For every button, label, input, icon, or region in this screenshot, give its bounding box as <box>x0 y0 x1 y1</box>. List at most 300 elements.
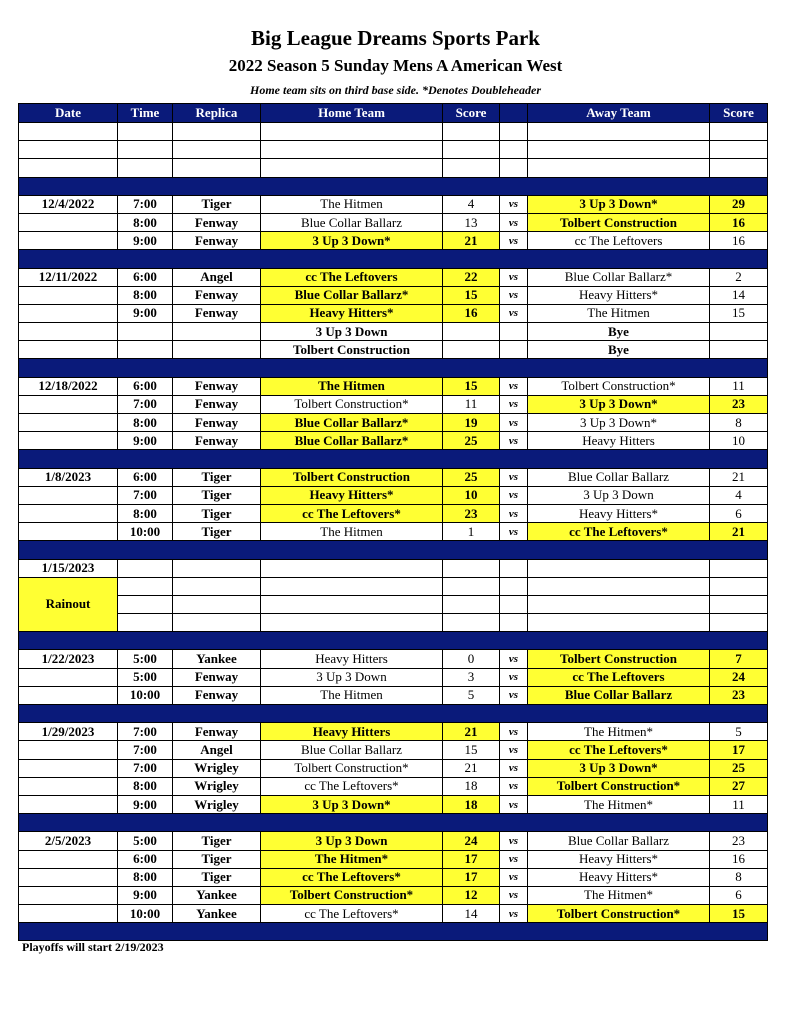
away-team-cell <box>528 141 710 159</box>
home-team-cell: The Hitmen <box>261 195 443 213</box>
home-team-cell: cc The Leftovers* <box>261 504 443 522</box>
home-score-cell <box>443 559 500 577</box>
time-cell <box>118 341 173 359</box>
separator-cell <box>19 359 768 377</box>
game-row <box>19 868 768 886</box>
date-cell <box>19 323 118 341</box>
vs-cell: vs <box>500 486 528 504</box>
home-team-cell: 3 Up 3 Down <box>261 832 443 850</box>
away-score-cell: 16 <box>710 213 768 231</box>
replica-cell: Tiger <box>173 195 261 213</box>
time-cell: 8:00 <box>118 286 173 304</box>
away-score-cell: 8 <box>710 414 768 432</box>
away-score-cell: 24 <box>710 668 768 686</box>
vs-cell <box>500 559 528 577</box>
home-team-cell: The Hitmen <box>261 377 443 395</box>
date-cell <box>19 141 118 159</box>
game-row <box>19 759 768 777</box>
away-score-cell: 21 <box>710 468 768 486</box>
game-row <box>19 414 768 432</box>
separator-cell <box>19 814 768 832</box>
game-row <box>19 905 768 923</box>
date-cell <box>19 486 118 504</box>
col-vs <box>500 104 528 123</box>
date-cell <box>19 123 118 141</box>
replica-cell: Fenway <box>173 414 261 432</box>
game-row <box>19 504 768 522</box>
week-separator-row <box>19 250 768 268</box>
col-away-score: Score <box>710 104 768 123</box>
home-score-cell <box>443 123 500 141</box>
date-cell <box>19 286 118 304</box>
col-time: Time <box>118 104 173 123</box>
replica-cell: Fenway <box>173 377 261 395</box>
time-cell: 10:00 <box>118 686 173 704</box>
date-cell <box>19 905 118 923</box>
date-cell: 1/22/2023 <box>19 650 118 668</box>
home-score-cell: 21 <box>443 759 500 777</box>
away-score-cell <box>710 123 768 141</box>
week-separator-row <box>19 177 768 195</box>
time-cell: 9:00 <box>118 304 173 322</box>
home-score-cell: 4 <box>443 195 500 213</box>
date-cell: 2/5/2023 <box>19 832 118 850</box>
away-team-cell: 3 Up 3 Down* <box>528 195 710 213</box>
game-row <box>19 686 768 704</box>
vs-cell: vs <box>500 850 528 868</box>
replica-cell: Fenway <box>173 432 261 450</box>
away-score-cell <box>710 341 768 359</box>
vs-cell: vs <box>500 268 528 286</box>
home-score-cell: 19 <box>443 414 500 432</box>
week-separator-row <box>19 541 768 559</box>
vs-cell: vs <box>500 523 528 541</box>
separator-cell <box>19 250 768 268</box>
game-row <box>19 195 768 213</box>
time-cell: 7:00 <box>118 741 173 759</box>
vs-cell: vs <box>500 723 528 741</box>
replica-cell: Tiger <box>173 468 261 486</box>
vs-cell: vs <box>500 777 528 795</box>
home-score-cell: 15 <box>443 377 500 395</box>
playoffs-note: Playoffs will start 2/19/2023 <box>22 940 164 954</box>
away-score-cell <box>710 577 768 595</box>
date-cell <box>19 868 118 886</box>
vs-cell: vs <box>500 213 528 231</box>
page-subtitle: 2022 Season 5 Sunday Mens A American West <box>228 56 563 75</box>
time-cell: 9:00 <box>118 886 173 904</box>
away-team-cell: Tolbert Construction <box>528 213 710 231</box>
time-cell: 6:00 <box>118 268 173 286</box>
date-cell <box>19 232 118 250</box>
away-team-cell: The Hitmen* <box>528 886 710 904</box>
week-separator-row <box>19 359 768 377</box>
away-score-cell: 23 <box>710 686 768 704</box>
home-score-cell: 10 <box>443 486 500 504</box>
away-score-cell: 21 <box>710 523 768 541</box>
away-score-cell: 6 <box>710 504 768 522</box>
home-team-cell: Blue Collar Ballarz <box>261 741 443 759</box>
home-team-cell: The Hitmen <box>261 523 443 541</box>
replica-cell <box>173 323 261 341</box>
vs-cell <box>500 141 528 159</box>
away-team-cell: Tolbert Construction <box>528 650 710 668</box>
vs-cell <box>500 323 528 341</box>
replica-cell: Wrigley <box>173 777 261 795</box>
away-team-cell: cc The Leftovers* <box>528 741 710 759</box>
vs-cell <box>500 123 528 141</box>
away-team-cell: Heavy Hitters* <box>528 504 710 522</box>
game-row <box>19 268 768 286</box>
empty-row <box>19 159 768 177</box>
away-score-cell: 15 <box>710 304 768 322</box>
col-home-score: Score <box>443 104 500 123</box>
away-score-cell: 16 <box>710 850 768 868</box>
week-separator-row <box>19 705 768 723</box>
date-cell <box>19 741 118 759</box>
date-cell: 1/8/2023 <box>19 468 118 486</box>
empty-row <box>19 123 768 141</box>
home-score-cell: 14 <box>443 905 500 923</box>
replica-cell: Fenway <box>173 213 261 231</box>
away-team-cell: Bye <box>528 323 710 341</box>
home-score-cell: 25 <box>443 432 500 450</box>
home-team-cell: Blue Collar Ballarz* <box>261 414 443 432</box>
game-row <box>19 213 768 231</box>
time-cell: 8:00 <box>118 414 173 432</box>
away-score-cell <box>710 159 768 177</box>
away-score-cell: 11 <box>710 377 768 395</box>
home-score-cell <box>443 341 500 359</box>
replica-cell: Tiger <box>173 832 261 850</box>
time-cell: 5:00 <box>118 832 173 850</box>
away-score-cell <box>710 614 768 632</box>
schedule-note: Home team sits on third base side. *Denotes Doubleheader <box>250 83 541 97</box>
replica-cell: Tiger <box>173 504 261 522</box>
separator-cell <box>19 632 768 650</box>
home-team-cell: 3 Up 3 Down* <box>261 232 443 250</box>
time-cell: 10:00 <box>118 523 173 541</box>
separator-cell <box>19 541 768 559</box>
vs-cell: vs <box>500 195 528 213</box>
date-cell <box>19 504 118 522</box>
away-team-cell: Blue Collar Ballarz <box>528 468 710 486</box>
home-team-cell <box>261 159 443 177</box>
away-score-cell: 7 <box>710 650 768 668</box>
rainout-row <box>19 559 768 577</box>
replica-cell: Tiger <box>173 486 261 504</box>
home-team-cell: cc The Leftovers* <box>261 777 443 795</box>
empty-row <box>19 595 768 613</box>
game-row <box>19 668 768 686</box>
away-score-cell <box>710 141 768 159</box>
game-row <box>19 650 768 668</box>
home-score-cell <box>443 159 500 177</box>
home-team-cell <box>261 123 443 141</box>
vs-cell <box>500 159 528 177</box>
away-team-cell: cc The Leftovers* <box>528 523 710 541</box>
time-cell: 10:00 <box>118 905 173 923</box>
home-score-cell: 21 <box>443 232 500 250</box>
home-team-cell: Tolbert Construction <box>261 341 443 359</box>
away-score-cell: 8 <box>710 868 768 886</box>
home-team-cell: 3 Up 3 Down* <box>261 795 443 813</box>
replica-cell <box>173 341 261 359</box>
date-cell <box>19 159 118 177</box>
game-row <box>19 486 768 504</box>
time-cell <box>118 323 173 341</box>
home-score-cell: 17 <box>443 850 500 868</box>
game-row <box>19 232 768 250</box>
away-score-cell <box>710 595 768 613</box>
empty-row <box>19 141 768 159</box>
home-team-cell <box>261 559 443 577</box>
time-cell: 6:00 <box>118 377 173 395</box>
separator-cell <box>19 923 768 941</box>
game-row <box>19 523 768 541</box>
week-separator-row <box>19 450 768 468</box>
away-score-cell: 11 <box>710 795 768 813</box>
home-team-cell: Tolbert Construction* <box>261 759 443 777</box>
replica-cell: Fenway <box>173 668 261 686</box>
away-team-cell: Heavy Hitters* <box>528 850 710 868</box>
game-row <box>19 377 768 395</box>
away-score-cell <box>710 323 768 341</box>
date-cell <box>19 668 118 686</box>
home-score-cell <box>443 595 500 613</box>
time-cell <box>118 159 173 177</box>
date-cell: 1/15/2023 <box>19 559 118 577</box>
home-score-cell: 21 <box>443 723 500 741</box>
vs-cell: vs <box>500 886 528 904</box>
game-row <box>19 850 768 868</box>
away-team-cell: cc The Leftovers <box>528 232 710 250</box>
time-cell: 9:00 <box>118 432 173 450</box>
date-cell <box>19 395 118 413</box>
home-team-cell: cc The Leftovers* <box>261 905 443 923</box>
time-cell: 8:00 <box>118 213 173 231</box>
schedule-body <box>19 123 768 941</box>
date-cell <box>19 777 118 795</box>
away-score-cell: 6 <box>710 886 768 904</box>
vs-cell: vs <box>500 304 528 322</box>
home-score-cell: 17 <box>443 868 500 886</box>
vs-cell: vs <box>500 868 528 886</box>
away-team-cell: Tolbert Construction* <box>528 377 710 395</box>
home-team-cell: Heavy Hitters* <box>261 304 443 322</box>
empty-row <box>19 614 768 632</box>
game-row <box>19 741 768 759</box>
away-team-cell: 3 Up 3 Down* <box>528 759 710 777</box>
away-team-cell: 3 Up 3 Down* <box>528 414 710 432</box>
home-score-cell: 24 <box>443 832 500 850</box>
vs-cell: vs <box>500 468 528 486</box>
away-score-cell: 23 <box>710 832 768 850</box>
away-team-cell <box>528 595 710 613</box>
replica-cell <box>173 614 261 632</box>
home-score-cell: 25 <box>443 468 500 486</box>
away-team-cell <box>528 559 710 577</box>
away-score-cell <box>710 559 768 577</box>
home-team-cell: Tolbert Construction* <box>261 395 443 413</box>
time-cell: 9:00 <box>118 795 173 813</box>
vs-cell: vs <box>500 504 528 522</box>
home-score-cell: 15 <box>443 286 500 304</box>
week-separator-row <box>19 814 768 832</box>
away-team-cell: Bye <box>528 341 710 359</box>
date-cell <box>19 850 118 868</box>
date-cell: 12/11/2022 <box>19 268 118 286</box>
home-score-cell: 22 <box>443 268 500 286</box>
time-cell: 7:00 <box>118 759 173 777</box>
home-score-cell: 15 <box>443 741 500 759</box>
game-row <box>19 432 768 450</box>
time-cell <box>118 123 173 141</box>
home-score-cell: 23 <box>443 504 500 522</box>
col-replica: Replica <box>173 104 261 123</box>
replica-cell: Tiger <box>173 850 261 868</box>
home-score-cell: 12 <box>443 886 500 904</box>
vs-cell: vs <box>500 668 528 686</box>
away-score-cell: 27 <box>710 777 768 795</box>
home-team-cell: Tolbert Construction* <box>261 886 443 904</box>
away-score-cell: 10 <box>710 432 768 450</box>
vs-cell: vs <box>500 650 528 668</box>
col-away-team: Away Team <box>528 104 710 123</box>
away-team-cell: cc The Leftovers <box>528 668 710 686</box>
home-score-cell: 11 <box>443 395 500 413</box>
vs-cell: vs <box>500 232 528 250</box>
col-date: Date <box>19 104 118 123</box>
col-home-team: Home Team <box>261 104 443 123</box>
home-score-cell: 3 <box>443 668 500 686</box>
home-score-cell <box>443 323 500 341</box>
replica-cell: Angel <box>173 741 261 759</box>
away-team-cell: Tolbert Construction* <box>528 905 710 923</box>
date-cell: 12/4/2022 <box>19 195 118 213</box>
time-cell <box>118 559 173 577</box>
time-cell: 8:00 <box>118 777 173 795</box>
away-score-cell: 5 <box>710 723 768 741</box>
replica-cell: Fenway <box>173 304 261 322</box>
rainout-label: Rainout <box>19 577 118 632</box>
home-team-cell: cc The Leftovers* <box>261 868 443 886</box>
home-score-cell: 18 <box>443 795 500 813</box>
home-team-cell: Blue Collar Ballarz* <box>261 432 443 450</box>
away-score-cell: 23 <box>710 395 768 413</box>
away-score-cell: 17 <box>710 741 768 759</box>
game-row <box>19 323 768 341</box>
time-cell <box>118 595 173 613</box>
home-team-cell <box>261 141 443 159</box>
replica-cell: Tiger <box>173 868 261 886</box>
away-team-cell: Tolbert Construction* <box>528 777 710 795</box>
time-cell: 8:00 <box>118 868 173 886</box>
away-team-cell: Blue Collar Ballarz* <box>528 268 710 286</box>
vs-cell: vs <box>500 286 528 304</box>
home-score-cell: 18 <box>443 777 500 795</box>
replica-cell: Fenway <box>173 395 261 413</box>
away-score-cell: 15 <box>710 905 768 923</box>
replica-cell <box>173 559 261 577</box>
home-score-cell <box>443 614 500 632</box>
time-cell: 5:00 <box>118 668 173 686</box>
game-row <box>19 795 768 813</box>
time-cell: 7:00 <box>118 486 173 504</box>
page-title: Big League Dreams Sports Park <box>251 26 540 50</box>
date-cell <box>19 795 118 813</box>
vs-cell <box>500 577 528 595</box>
away-score-cell: 14 <box>710 286 768 304</box>
date-cell: 12/18/2022 <box>19 377 118 395</box>
separator-cell <box>19 177 768 195</box>
away-team-cell: The Hitmen* <box>528 795 710 813</box>
vs-cell <box>500 614 528 632</box>
time-cell: 7:00 <box>118 395 173 413</box>
home-score-cell: 13 <box>443 213 500 231</box>
time-cell: 6:00 <box>118 850 173 868</box>
away-team-cell <box>528 123 710 141</box>
vs-cell: vs <box>500 832 528 850</box>
home-team-cell: Heavy Hitters* <box>261 486 443 504</box>
game-row <box>19 304 768 322</box>
game-row <box>19 468 768 486</box>
away-team-cell: Heavy Hitters <box>528 432 710 450</box>
date-cell <box>19 886 118 904</box>
date-cell <box>19 341 118 359</box>
schedule-table <box>18 103 768 941</box>
vs-cell <box>500 595 528 613</box>
away-team-cell: 3 Up 3 Down* <box>528 395 710 413</box>
header-row <box>19 104 768 123</box>
replica-cell <box>173 577 261 595</box>
game-row <box>19 886 768 904</box>
time-cell: 9:00 <box>118 232 173 250</box>
home-team-cell: 3 Up 3 Down <box>261 323 443 341</box>
vs-cell: vs <box>500 905 528 923</box>
home-team-cell: Heavy Hitters <box>261 723 443 741</box>
date-cell: 1/29/2023 <box>19 723 118 741</box>
replica-cell <box>173 141 261 159</box>
time-cell: 6:00 <box>118 468 173 486</box>
away-team-cell: Blue Collar Ballarz <box>528 686 710 704</box>
vs-cell: vs <box>500 414 528 432</box>
vs-cell: vs <box>500 759 528 777</box>
date-cell <box>19 213 118 231</box>
away-score-cell: 4 <box>710 486 768 504</box>
empty-row <box>19 577 768 595</box>
home-team-cell: cc The Leftovers <box>261 268 443 286</box>
time-cell: 5:00 <box>118 650 173 668</box>
date-cell <box>19 432 118 450</box>
replica-cell: Fenway <box>173 686 261 704</box>
home-score-cell: 1 <box>443 523 500 541</box>
away-team-cell <box>528 614 710 632</box>
week-separator-row <box>19 632 768 650</box>
away-team-cell: Blue Collar Ballarz <box>528 832 710 850</box>
home-score-cell <box>443 577 500 595</box>
away-team-cell: 3 Up 3 Down <box>528 486 710 504</box>
away-team-cell <box>528 159 710 177</box>
vs-cell: vs <box>500 377 528 395</box>
vs-cell <box>500 341 528 359</box>
vs-cell: vs <box>500 741 528 759</box>
game-row <box>19 286 768 304</box>
away-team-cell: The Hitmen* <box>528 723 710 741</box>
vs-cell: vs <box>500 795 528 813</box>
replica-cell: Fenway <box>173 232 261 250</box>
replica-cell: Angel <box>173 268 261 286</box>
